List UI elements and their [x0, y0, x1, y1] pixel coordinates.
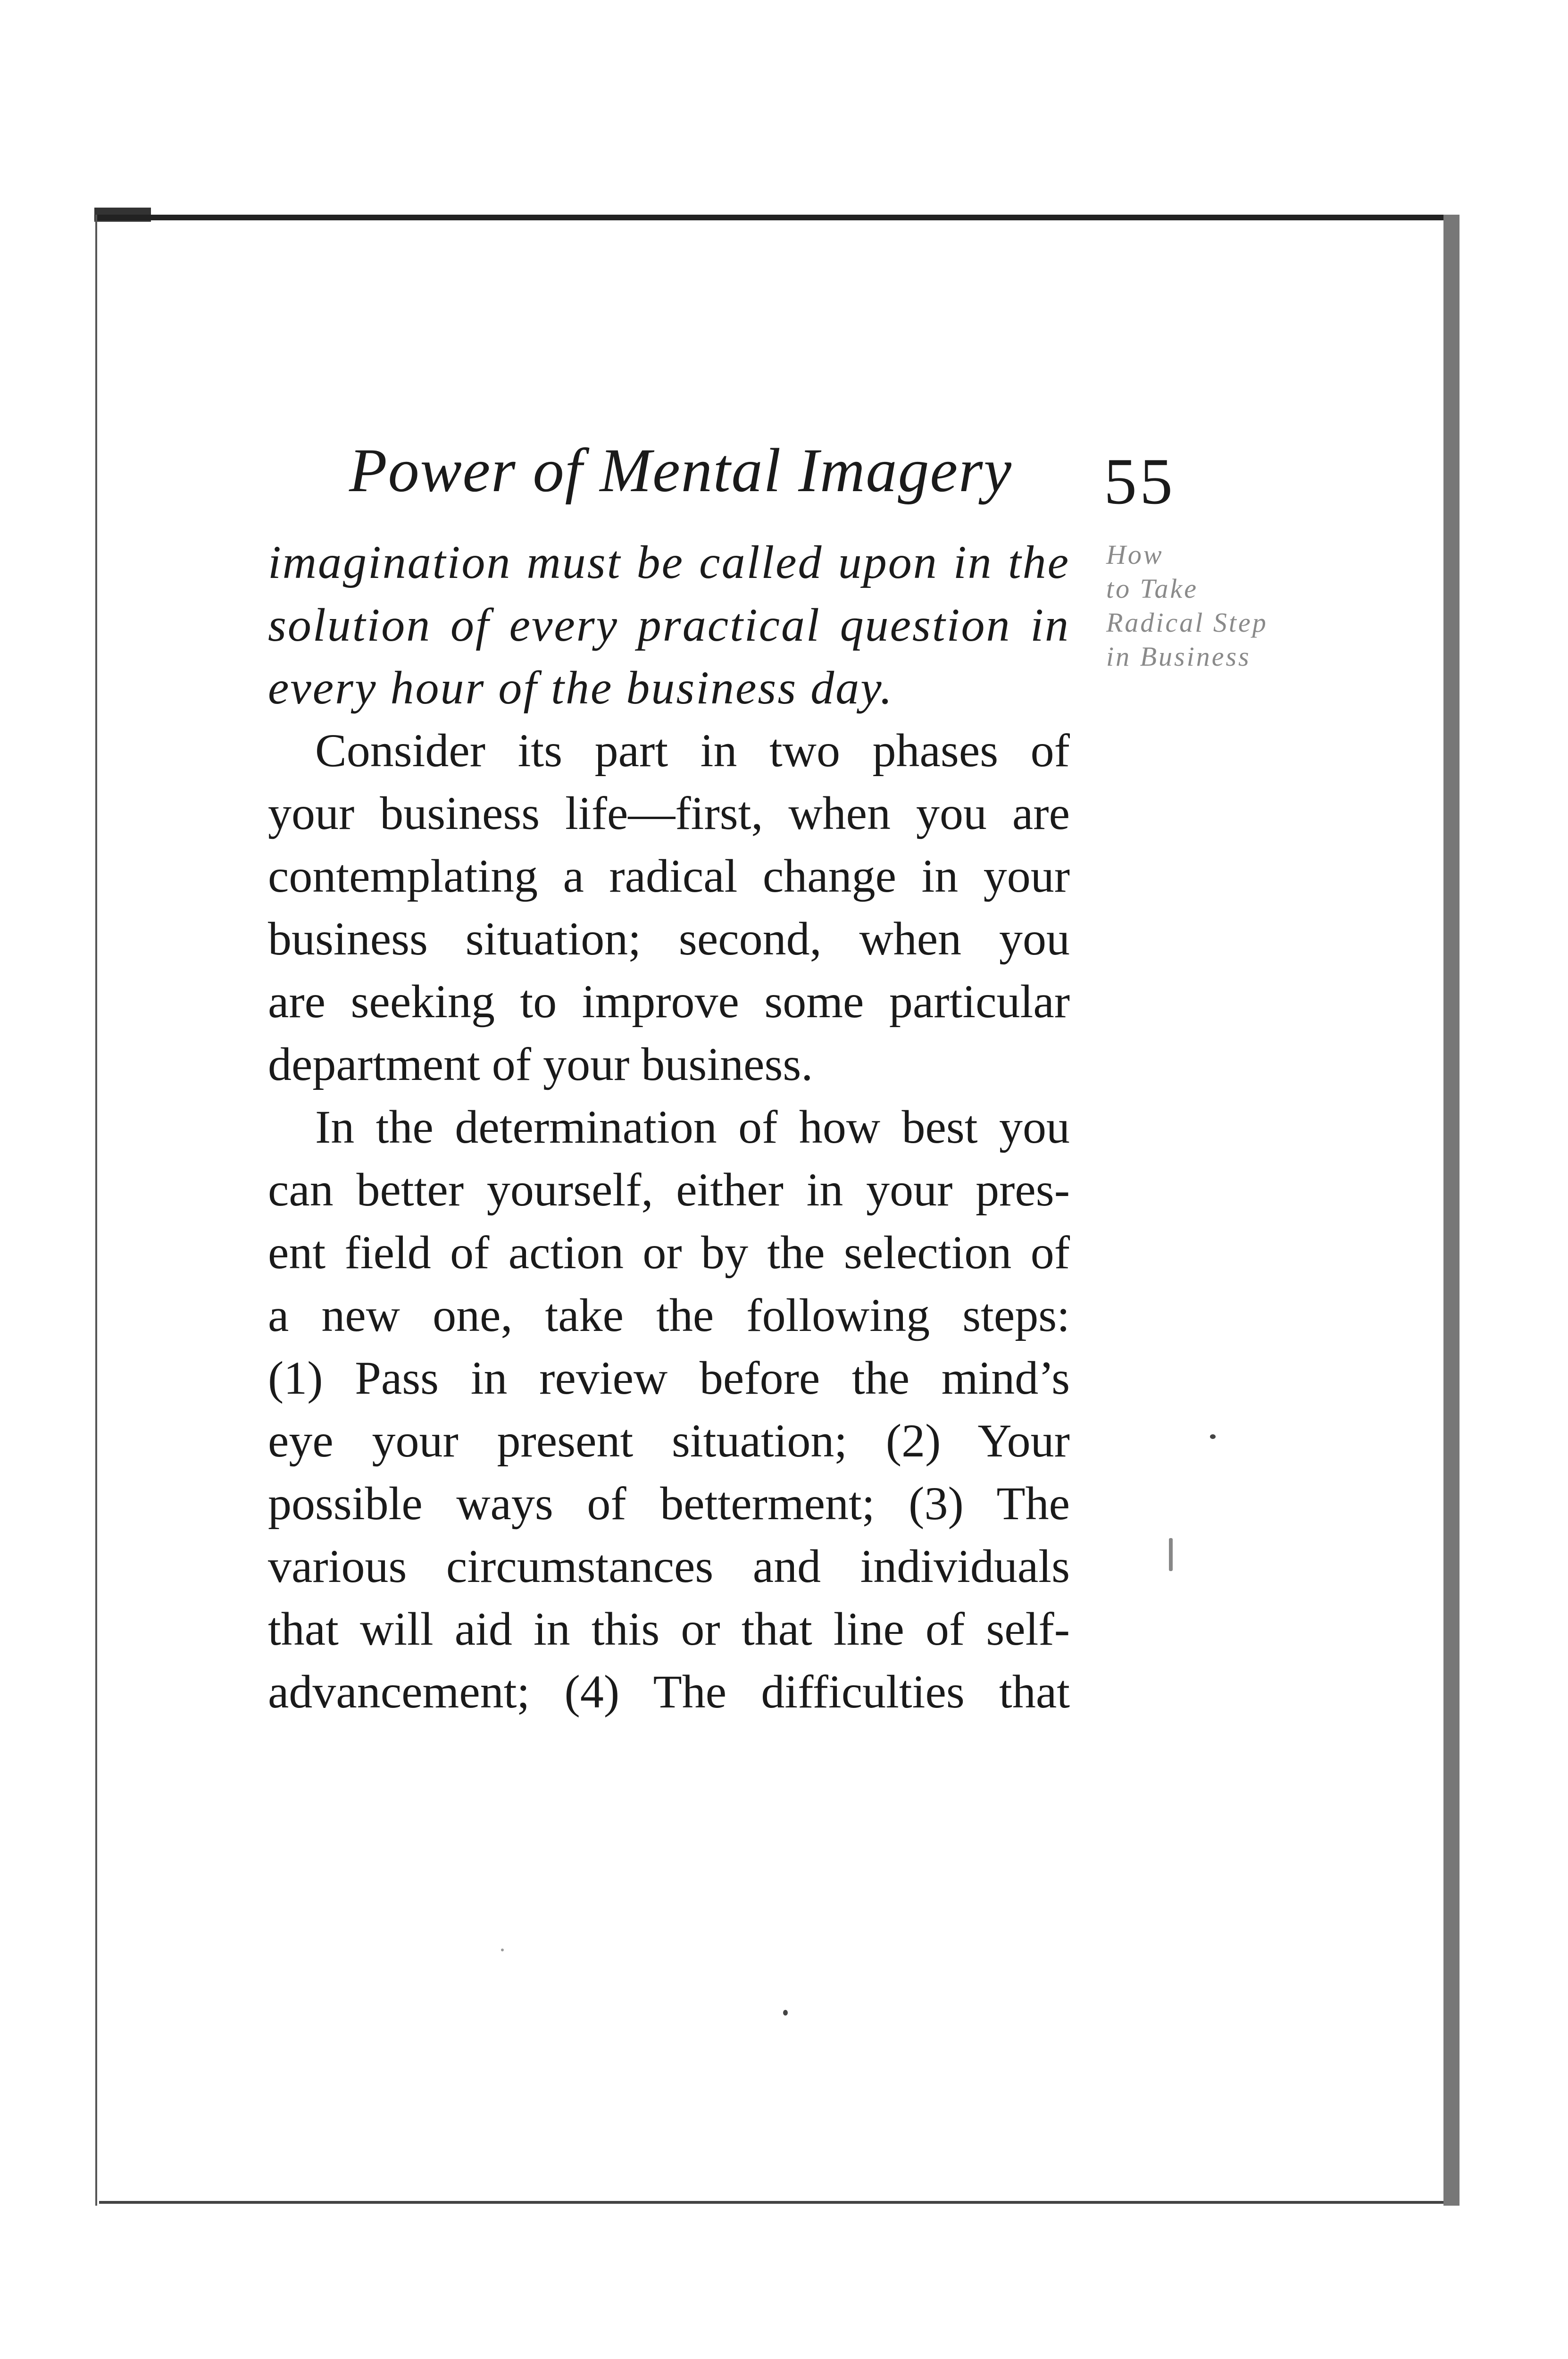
- margin-note: [1106, 538, 1314, 674]
- text-line: can better yourself, either in your pres-: [268, 1163, 1070, 1216]
- page-edge-top: [94, 215, 1453, 220]
- text-line: possible ways of betterment; (3) The: [268, 1477, 1070, 1530]
- text-line: department of your business.: [268, 1038, 813, 1090]
- text-line: solution of every practical question in: [268, 599, 1070, 651]
- text-line: advancement; (4) The difficulties that: [268, 1665, 1070, 1718]
- text-line: Consider its part in two phases of: [315, 724, 1070, 777]
- page-edge-right: [1443, 215, 1460, 2206]
- scan-speck: [1210, 1434, 1216, 1439]
- margin-note-line: How: [1106, 539, 1164, 570]
- text-line: contemplating a radical change in your: [268, 850, 1070, 902]
- text-line: imagination must be called upon in the: [268, 536, 1070, 588]
- text-line: your business life—first, when you are: [268, 787, 1070, 839]
- body-text: [268, 531, 1070, 1723]
- text-line: eye your present situation; (2) Your: [268, 1414, 1070, 1467]
- scan-speck: [1169, 1538, 1173, 1571]
- text-line: are seeking to improve some particular: [268, 975, 1070, 1028]
- scan-speck: [501, 1949, 504, 1951]
- page-edge-bottom: [99, 2201, 1443, 2204]
- margin-note-line: in Business: [1106, 641, 1251, 672]
- text-line: that will aid in this or that line of self-: [268, 1603, 1070, 1655]
- scan-speck: [783, 2010, 788, 2016]
- text-line: various circumstances and individuals: [268, 1540, 1070, 1592]
- paragraph-italic: [268, 531, 1070, 719]
- text-line: ent field of action or by the selection of: [268, 1226, 1070, 1279]
- paragraph: [268, 1096, 1070, 1723]
- text-line: every hour of the business day.: [268, 661, 894, 714]
- running-title: Power of Mental Imagery: [349, 435, 1013, 505]
- margin-note-line: to Take: [1106, 573, 1199, 604]
- page-edge-left: [95, 215, 97, 2206]
- margin-note-line: Radical Step: [1106, 607, 1268, 638]
- paragraph: [268, 719, 1070, 1096]
- page-number: 55: [1104, 445, 1176, 518]
- text-line: business situation; second, when you: [268, 912, 1070, 965]
- text-line: (1) Pass in review before the mind’s: [268, 1352, 1070, 1404]
- text-line: In the determination of how best you: [315, 1101, 1070, 1153]
- text-line: a new one, take the following steps:: [268, 1289, 1070, 1341]
